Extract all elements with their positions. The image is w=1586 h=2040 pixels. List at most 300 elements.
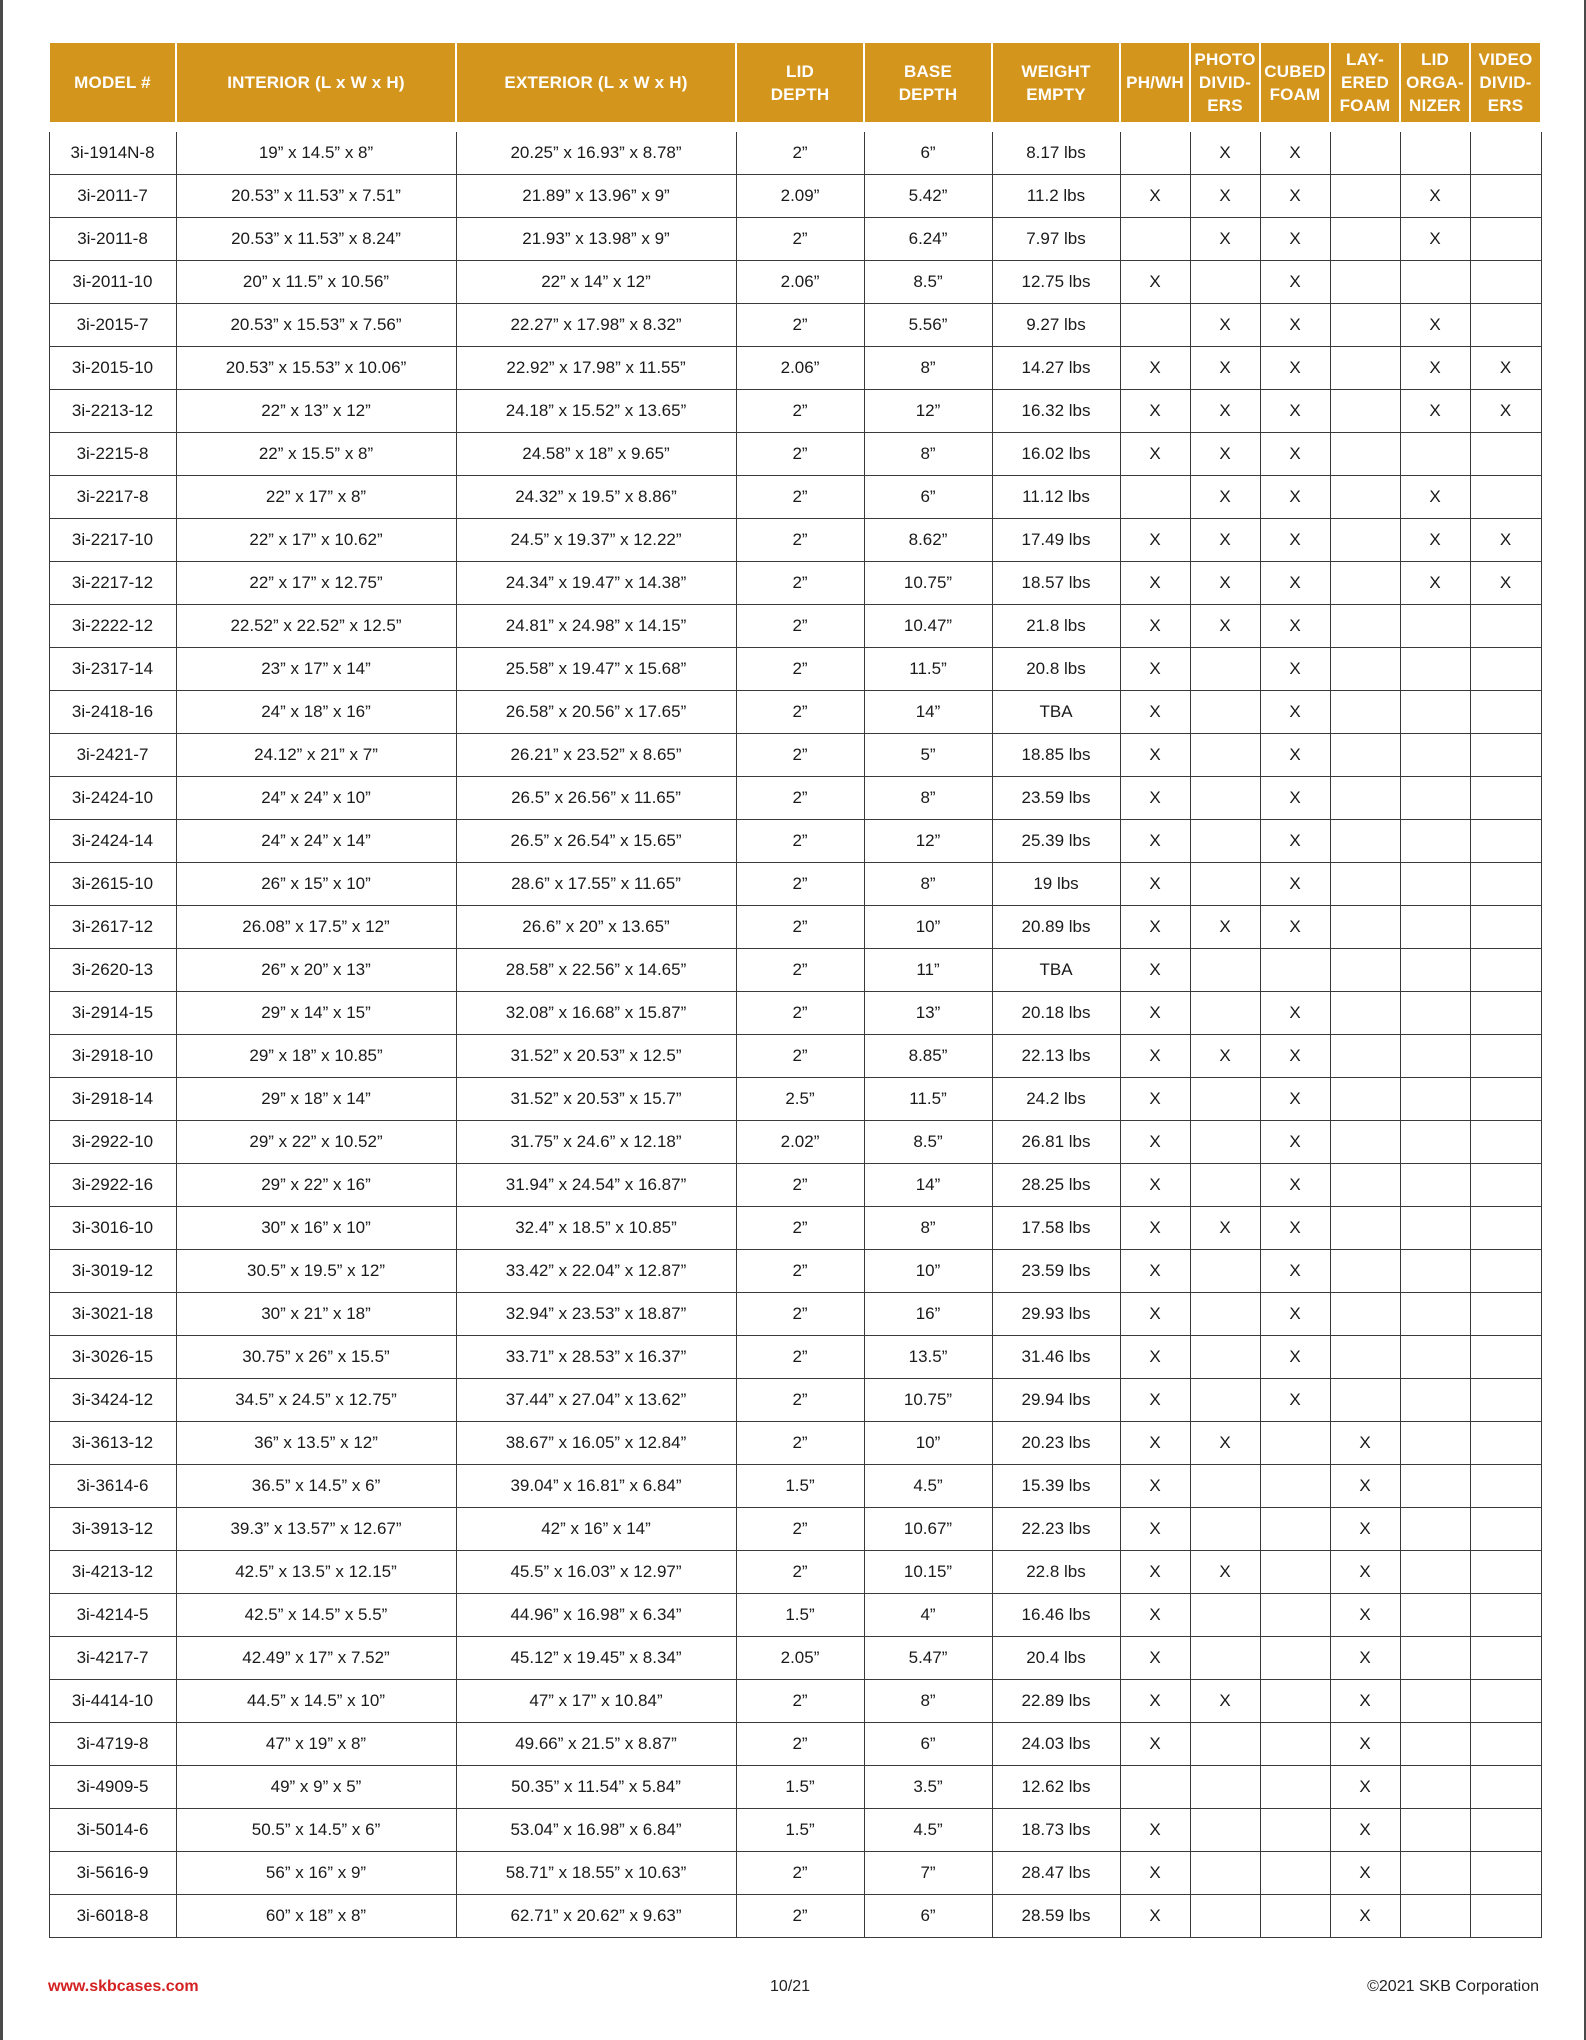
table-cell [1190, 1809, 1260, 1852]
column-header-line: PH/WH [1126, 73, 1184, 92]
table-cell: TBA [992, 949, 1120, 992]
column-header [1330, 43, 1400, 127]
table-cell: 8” [864, 1207, 992, 1250]
table-cell [1400, 127, 1470, 175]
model-cell: 3i-4214-5 [49, 1594, 176, 1637]
table-cell [1330, 562, 1400, 605]
column-header-line: DIVID- [1479, 73, 1532, 92]
table-cell: 45.12” x 19.45” x 8.34” [456, 1637, 736, 1680]
table-cell [1470, 1852, 1541, 1895]
model-cell: 3i-2015-7 [49, 304, 176, 347]
table-cell: 30” x 21” x 18” [176, 1293, 456, 1336]
table-row [49, 1637, 1541, 1680]
table-cell [1190, 1164, 1260, 1207]
table-cell [1260, 1766, 1330, 1809]
table-cell: X [1190, 304, 1260, 347]
table-cell: 2” [736, 1852, 864, 1895]
table-cell: 12” [864, 820, 992, 863]
table-cell [1120, 218, 1190, 261]
table-cell: X [1120, 1422, 1190, 1465]
table-cell [1330, 127, 1400, 175]
table-cell [1190, 1121, 1260, 1164]
table-cell: 4.5” [864, 1465, 992, 1508]
table-cell: 7” [864, 1852, 992, 1895]
table-cell: X [1190, 1680, 1260, 1723]
table-cell: 4” [864, 1594, 992, 1637]
table-cell [1470, 863, 1541, 906]
table-row [49, 820, 1541, 863]
column-header-line: ERS [1207, 96, 1243, 115]
table-cell: 49.66” x 21.5” x 8.87” [456, 1723, 736, 1766]
table-cell [1190, 1852, 1260, 1895]
table-row [49, 1551, 1541, 1594]
table-cell [1470, 777, 1541, 820]
table-cell: 28.6” x 17.55” x 11.65” [456, 863, 736, 906]
table-cell: X [1120, 433, 1190, 476]
table-cell [1400, 734, 1470, 777]
table-cell: 2” [736, 1551, 864, 1594]
table-cell: 26.6” x 20” x 13.65” [456, 906, 736, 949]
table-cell [1260, 1465, 1330, 1508]
table-cell: 28.58” x 22.56” x 14.65” [456, 949, 736, 992]
table-cell: X [1470, 347, 1541, 390]
table-cell: X [1190, 175, 1260, 218]
table-cell [1400, 1164, 1470, 1207]
table-cell: 8” [864, 433, 992, 476]
column-header-line: PHOTO [1194, 50, 1256, 69]
page-number: 10/21 [770, 1978, 811, 1995]
column-header-line: CUBED [1264, 61, 1326, 81]
table-cell: 13” [864, 992, 992, 1035]
table-cell: X [1330, 1508, 1400, 1551]
table-cell [1400, 1594, 1470, 1637]
table-cell: X [1120, 820, 1190, 863]
table-cell: 26.5” x 26.54” x 15.65” [456, 820, 736, 863]
table-cell [1470, 949, 1541, 992]
table-cell: X [1190, 1207, 1260, 1250]
table-row [49, 304, 1541, 347]
model-cell: 3i-2011-7 [49, 175, 176, 218]
table-cell: X [1260, 1250, 1330, 1293]
table-cell: 2” [736, 605, 864, 648]
table-row [49, 906, 1541, 949]
table-cell [1330, 992, 1400, 1035]
table-cell: 22” x 17” x 8” [176, 476, 456, 519]
table-cell: 2” [736, 519, 864, 562]
table-cell: X [1120, 863, 1190, 906]
table-cell: X [1400, 390, 1470, 433]
table-cell: 2” [736, 691, 864, 734]
table-cell: 20.25” x 16.93” x 8.78” [456, 127, 736, 175]
model-cell: 3i-2418-16 [49, 691, 176, 734]
table-cell [1190, 1508, 1260, 1551]
table-row [49, 1164, 1541, 1207]
table-cell: 2” [736, 1723, 864, 1766]
model-cell: 3i-2213-12 [49, 390, 176, 433]
table-cell [1330, 175, 1400, 218]
model-cell: 3i-2011-10 [49, 261, 176, 304]
table-row [49, 1336, 1541, 1379]
table-cell: 11.12 lbs [992, 476, 1120, 519]
table-cell [1260, 1551, 1330, 1594]
model-cell: 3i-3021-18 [49, 1293, 176, 1336]
table-cell [1190, 1895, 1260, 1938]
table-cell [1400, 1637, 1470, 1680]
table-cell: 2” [736, 127, 864, 175]
table-cell: X [1470, 390, 1541, 433]
table-cell [1470, 1379, 1541, 1422]
table-cell: X [1190, 1422, 1260, 1465]
table-cell: X [1120, 1809, 1190, 1852]
table-cell: 26” x 20” x 13” [176, 949, 456, 992]
table-cell [1330, 304, 1400, 347]
model-cell: 3i-2617-12 [49, 906, 176, 949]
column-header [992, 43, 1120, 127]
table-cell [1330, 261, 1400, 304]
table-cell: 22” x 15.5” x 8” [176, 433, 456, 476]
table-cell: 28.25 lbs [992, 1164, 1120, 1207]
table-cell [1190, 777, 1260, 820]
table-cell: 2” [736, 1250, 864, 1293]
table-row [49, 1852, 1541, 1895]
table-cell: 24.58” x 18” x 9.65” [456, 433, 736, 476]
table-cell: X [1120, 1293, 1190, 1336]
table-cell: X [1190, 906, 1260, 949]
model-cell: 3i-4414-10 [49, 1680, 176, 1723]
table-cell: 11.5” [864, 1078, 992, 1121]
table-cell: 20.53” x 15.53” x 7.56” [176, 304, 456, 347]
table-cell: 10.67” [864, 1508, 992, 1551]
table-cell: 20.89 lbs [992, 906, 1120, 949]
model-cell: 3i-5616-9 [49, 1852, 176, 1895]
table-cell: 2” [736, 1895, 864, 1938]
table-cell: 39.3” x 13.57” x 12.67” [176, 1508, 456, 1551]
model-cell: 3i-3614-6 [49, 1465, 176, 1508]
table-cell [1470, 734, 1541, 777]
table-cell [1260, 1637, 1330, 1680]
table-cell: 62.71” x 20.62” x 9.63” [456, 1895, 736, 1938]
table-cell: 53.04” x 16.98” x 6.84” [456, 1809, 736, 1852]
table-cell: X [1120, 175, 1190, 218]
table-cell: 24.12” x 21” x 7” [176, 734, 456, 777]
table-cell [1330, 734, 1400, 777]
table-cell [1400, 1551, 1470, 1594]
table-cell: X [1260, 127, 1330, 175]
table-cell: 60” x 18” x 8” [176, 1895, 456, 1938]
table-cell [1470, 648, 1541, 691]
table-cell: 31.94” x 24.54” x 16.87” [456, 1164, 736, 1207]
table-cell: 24.32” x 19.5” x 8.86” [456, 476, 736, 519]
table-cell: 31.75” x 24.6” x 12.18” [456, 1121, 736, 1164]
table-cell [1330, 648, 1400, 691]
table-cell: 1.5” [736, 1809, 864, 1852]
table-cell: 2” [736, 1336, 864, 1379]
table-cell: 50.5” x 14.5” x 6” [176, 1809, 456, 1852]
table-cell [1470, 906, 1541, 949]
table-cell: 6” [864, 476, 992, 519]
model-cell: 3i-6018-8 [49, 1895, 176, 1938]
table-cell [1330, 777, 1400, 820]
table-cell: 24.81” x 24.98” x 14.15” [456, 605, 736, 648]
table-cell: 20.53” x 11.53” x 8.24” [176, 218, 456, 261]
table-cell: 24” x 24” x 10” [176, 777, 456, 820]
table-cell: X [1120, 1164, 1190, 1207]
model-cell: 3i-2217-8 [49, 476, 176, 519]
table-row [49, 777, 1541, 820]
table-cell [1120, 476, 1190, 519]
table-cell [1400, 1766, 1470, 1809]
table-cell: 32.4” x 18.5” x 10.85” [456, 1207, 736, 1250]
column-header-line: NIZER [1409, 96, 1461, 115]
table-cell: 47” x 17” x 10.84” [456, 1680, 736, 1723]
table-cell: 10.15” [864, 1551, 992, 1594]
table-cell: 24” x 18” x 16” [176, 691, 456, 734]
table-cell [1470, 1035, 1541, 1078]
table-cell [1330, 691, 1400, 734]
table-row [49, 1293, 1541, 1336]
table-cell [1400, 261, 1470, 304]
table-cell: 22.92” x 17.98” x 11.55” [456, 347, 736, 390]
table-cell: 17.49 lbs [992, 519, 1120, 562]
table-cell: 2.05” [736, 1637, 864, 1680]
column-header-line: DIVID- [1198, 73, 1252, 92]
table-cell [1470, 1078, 1541, 1121]
table-cell: 49” x 9” x 5” [176, 1766, 456, 1809]
table-cell: 2.09” [736, 175, 864, 218]
model-cell: 3i-4719-8 [49, 1723, 176, 1766]
table-cell [1260, 949, 1330, 992]
table-row [49, 261, 1541, 304]
column-header-line: FOAM [1339, 96, 1391, 115]
table-cell [1330, 863, 1400, 906]
table-cell: 2” [736, 433, 864, 476]
table-cell: 29” x 18” x 14” [176, 1078, 456, 1121]
table-cell [1260, 1809, 1330, 1852]
table-cell: 6” [864, 127, 992, 175]
table-cell: 39.04” x 16.81” x 6.84” [456, 1465, 736, 1508]
table-cell: X [1260, 820, 1330, 863]
table-cell [1470, 1508, 1541, 1551]
column-header [49, 43, 176, 127]
column-header-line: WEIGHT [1021, 61, 1091, 81]
table-cell [1470, 1293, 1541, 1336]
table-cell: 47” x 19” x 8” [176, 1723, 456, 1766]
table-cell: 20.53” x 15.53” x 10.06” [176, 347, 456, 390]
table-cell [1190, 820, 1260, 863]
table-cell: 29” x 22” x 16” [176, 1164, 456, 1207]
table-cell: 10.75” [864, 562, 992, 605]
table-row [49, 1723, 1541, 1766]
copyright-notice: ©2021 SKB Corporation [1367, 1978, 1539, 1995]
header-row [49, 43, 1541, 127]
website-url[interactable]: www.skbcases.com [48, 1978, 199, 1995]
table-cell: 2” [736, 1293, 864, 1336]
column-header-line: VIDEO [1478, 50, 1533, 69]
page-edge-left [0, 0, 3, 2040]
model-cell: 3i-2421-7 [49, 734, 176, 777]
table-cell: 8” [864, 863, 992, 906]
table-cell [1400, 1293, 1470, 1336]
table-cell [1400, 1336, 1470, 1379]
table-row [49, 127, 1541, 175]
table-cell: X [1330, 1809, 1400, 1852]
table-cell: 22.13 lbs [992, 1035, 1120, 1078]
table-row [49, 433, 1541, 476]
table-cell: 31.52” x 20.53” x 12.5” [456, 1035, 736, 1078]
table-cell: 29” x 18” x 10.85” [176, 1035, 456, 1078]
column-header-line: EXTERIOR (L x W x H) [504, 73, 688, 92]
table-cell [1400, 1508, 1470, 1551]
table-cell: 14” [864, 691, 992, 734]
table-cell: 30.75” x 26” x 15.5” [176, 1336, 456, 1379]
table-cell: X [1120, 605, 1190, 648]
table-cell: 5.47” [864, 1637, 992, 1680]
table-cell: X [1190, 562, 1260, 605]
table-cell: 7.97 lbs [992, 218, 1120, 261]
table-row [49, 218, 1541, 261]
table-cell: 4.5” [864, 1809, 992, 1852]
table-cell: 42.5” x 13.5” x 12.15” [176, 1551, 456, 1594]
table-cell: 37.44” x 27.04” x 13.62” [456, 1379, 736, 1422]
table-cell: X [1260, 906, 1330, 949]
table-cell [1260, 1895, 1330, 1938]
table-cell: X [1260, 1379, 1330, 1422]
table-cell: X [1120, 1508, 1190, 1551]
table-cell [1260, 1680, 1330, 1723]
table-cell: X [1400, 476, 1470, 519]
table-cell: 2” [736, 1379, 864, 1422]
table-cell [1190, 1336, 1260, 1379]
column-header [864, 43, 992, 127]
table-cell: 22.23 lbs [992, 1508, 1120, 1551]
table-cell: 18.57 lbs [992, 562, 1120, 605]
table-row [49, 1508, 1541, 1551]
model-cell: 3i-2922-16 [49, 1164, 176, 1207]
table-cell: X [1330, 1551, 1400, 1594]
table-cell: 23” x 17” x 14” [176, 648, 456, 691]
table-cell: 56” x 16” x 9” [176, 1852, 456, 1895]
table-cell [1400, 1422, 1470, 1465]
table-cell [1470, 1465, 1541, 1508]
table-cell: 24.34” x 19.47” x 14.38” [456, 562, 736, 605]
table-cell: 20.53” x 11.53” x 7.51” [176, 175, 456, 218]
table-cell [1400, 433, 1470, 476]
table-row [49, 562, 1541, 605]
model-cell: 3i-4909-5 [49, 1766, 176, 1809]
table-cell [1330, 906, 1400, 949]
table-cell [1470, 820, 1541, 863]
model-cell: 3i-2215-8 [49, 433, 176, 476]
table-cell: 32.08” x 16.68” x 15.87” [456, 992, 736, 1035]
table-cell: 32.94” x 23.53” x 18.87” [456, 1293, 736, 1336]
model-cell: 3i-2918-14 [49, 1078, 176, 1121]
table-cell: X [1190, 519, 1260, 562]
table-cell: 2” [736, 820, 864, 863]
table-cell: 31.52” x 20.53” x 15.7” [456, 1078, 736, 1121]
table-cell: 22” x 17” x 10.62” [176, 519, 456, 562]
table-cell: X [1120, 777, 1190, 820]
table-cell: 25.39 lbs [992, 820, 1120, 863]
table-cell: 2” [736, 863, 864, 906]
table-cell: X [1260, 992, 1330, 1035]
model-cell: 3i-3613-12 [49, 1422, 176, 1465]
model-cell: 3i-4217-7 [49, 1637, 176, 1680]
table-cell [1190, 863, 1260, 906]
table-cell: X [1190, 218, 1260, 261]
table-cell [1470, 1121, 1541, 1164]
table-cell: X [1190, 1551, 1260, 1594]
table-cell: X [1400, 562, 1470, 605]
table-cell [1400, 1250, 1470, 1293]
table-row [49, 1250, 1541, 1293]
table-cell: X [1260, 390, 1330, 433]
model-cell: 3i-2217-10 [49, 519, 176, 562]
table-cell: 16.46 lbs [992, 1594, 1120, 1637]
table-cell: 8” [864, 1680, 992, 1723]
table-row [49, 1809, 1541, 1852]
table-cell: 26.5” x 26.56” x 11.65” [456, 777, 736, 820]
table-cell: 25.58” x 19.47” x 15.68” [456, 648, 736, 691]
table-cell: 17.58 lbs [992, 1207, 1120, 1250]
table-cell [1470, 433, 1541, 476]
table-cell [1330, 1379, 1400, 1422]
table-cell: 2.06” [736, 347, 864, 390]
table-cell: X [1260, 1336, 1330, 1379]
table-row [49, 605, 1541, 648]
table-cell: 8.62” [864, 519, 992, 562]
model-cell: 3i-2918-10 [49, 1035, 176, 1078]
table-row [49, 691, 1541, 734]
table-cell: 6.24” [864, 218, 992, 261]
table-cell: X [1190, 476, 1260, 519]
table-cell: 13.5” [864, 1336, 992, 1379]
table-row [49, 1078, 1541, 1121]
table-cell: X [1190, 1035, 1260, 1078]
column-header-line: ERED [1340, 73, 1390, 92]
table-cell: X [1330, 1637, 1400, 1680]
table-cell: X [1260, 476, 1330, 519]
table-cell: TBA [992, 691, 1120, 734]
table-cell [1190, 992, 1260, 1035]
table-cell: 22.89 lbs [992, 1680, 1120, 1723]
table-cell [1120, 1766, 1190, 1809]
table-cell [1470, 1895, 1541, 1938]
table-cell [1470, 1207, 1541, 1250]
table-cell [1120, 127, 1190, 175]
table-cell: 6” [864, 1723, 992, 1766]
table-cell: 23.59 lbs [992, 777, 1120, 820]
table-cell: 22.52” x 22.52” x 12.5” [176, 605, 456, 648]
table-cell: 2” [736, 777, 864, 820]
table-cell: 45.5” x 16.03” x 12.97” [456, 1551, 736, 1594]
table-cell: X [1400, 175, 1470, 218]
table-cell: 10” [864, 1250, 992, 1293]
table-cell [1400, 1035, 1470, 1078]
table-cell: X [1190, 605, 1260, 648]
table-cell: 22.8 lbs [992, 1551, 1120, 1594]
table-cell: X [1120, 1680, 1190, 1723]
table-cell: 8.5” [864, 1121, 992, 1164]
table-cell: 28.59 lbs [992, 1895, 1120, 1938]
table-cell: X [1330, 1594, 1400, 1637]
table-cell [1190, 1250, 1260, 1293]
table-cell: X [1120, 347, 1190, 390]
table-cell: 38.67” x 16.05” x 12.84” [456, 1422, 736, 1465]
model-cell: 3i-3019-12 [49, 1250, 176, 1293]
table-cell: X [1330, 1465, 1400, 1508]
table-row [49, 949, 1541, 992]
table-cell [1260, 1852, 1330, 1895]
